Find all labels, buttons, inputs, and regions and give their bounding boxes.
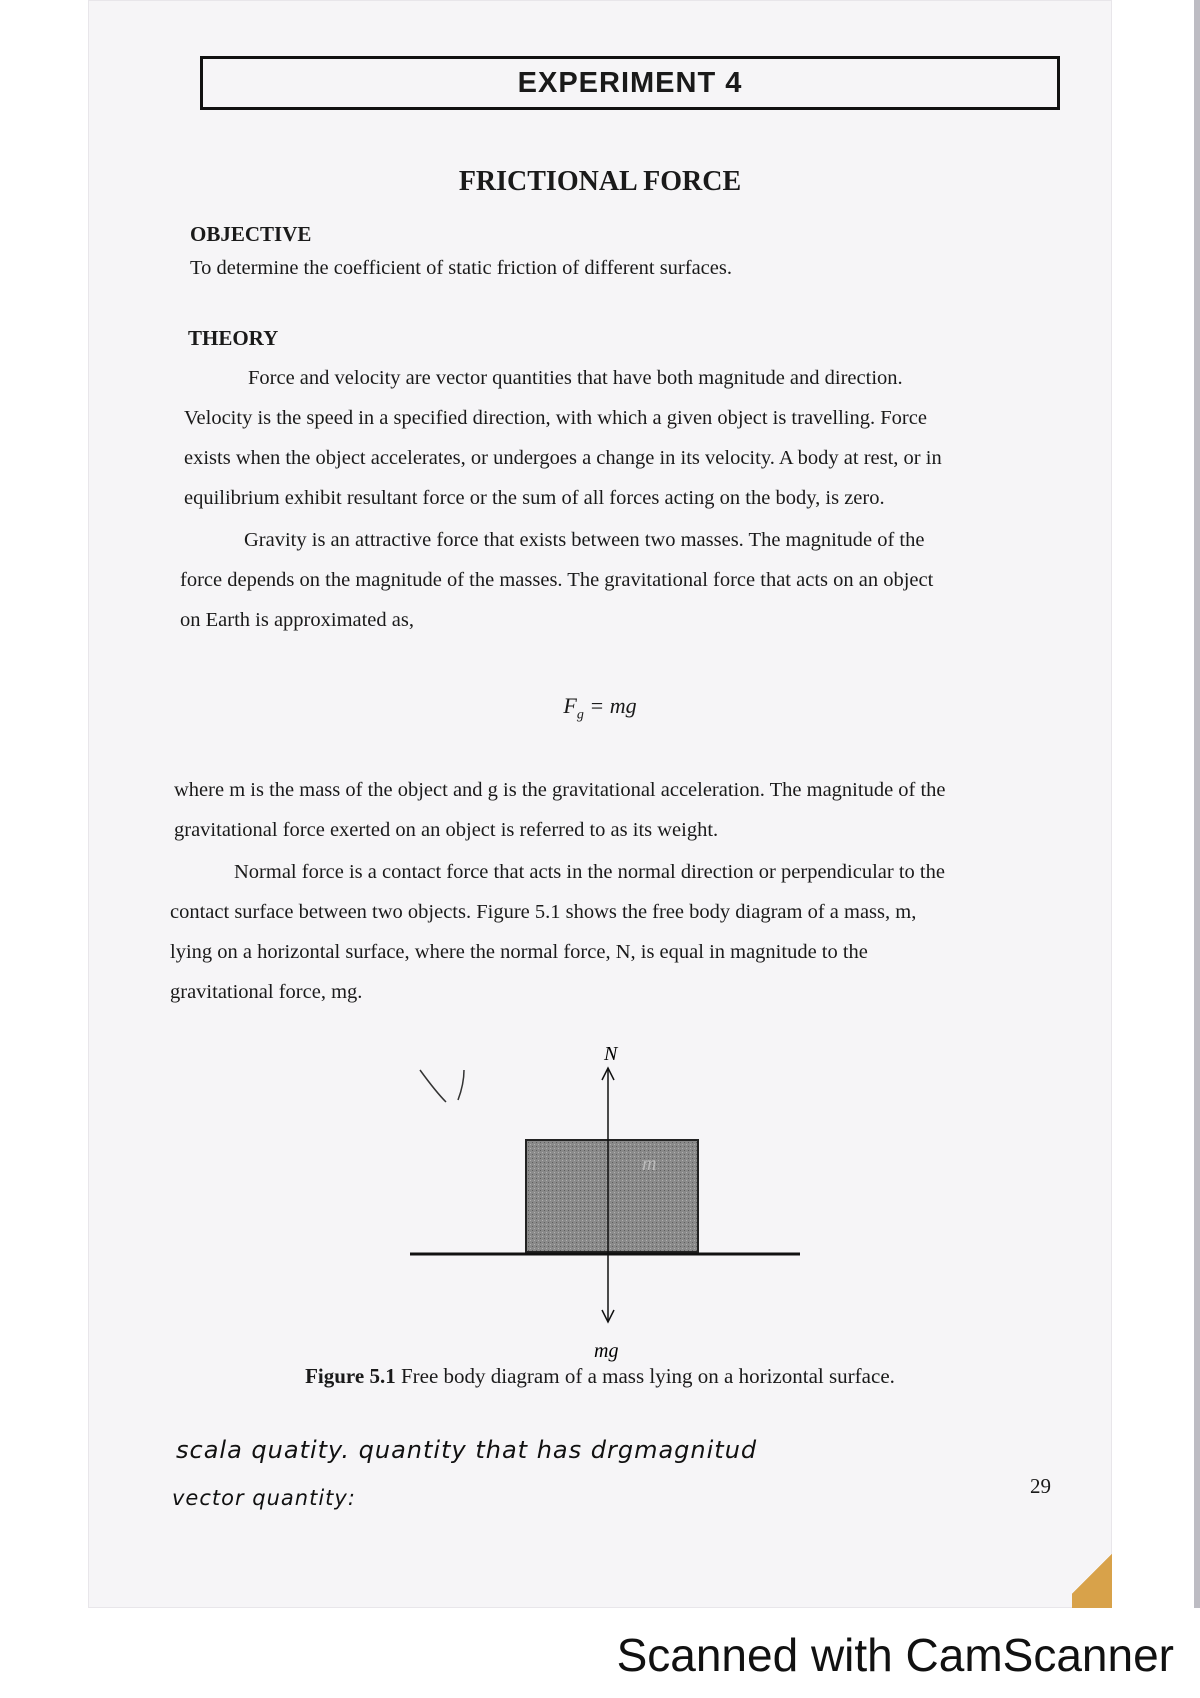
- text-line: gravitational force, mg.: [170, 981, 363, 1003]
- normal-force-label: N: [604, 1043, 618, 1065]
- weight-label: mg: [594, 1340, 619, 1362]
- theory-paragraph-1: [184, 358, 1046, 518]
- handwritten-note-1: scala quatity. quantity that has drgmagnitud: [176, 1436, 758, 1464]
- text-line: Velocity is the speed in a specified direction, with which a given object is travelling. Force: [184, 407, 927, 429]
- text-line: on Earth is approximated as,: [180, 609, 414, 631]
- theory-heading: THEORY: [188, 326, 279, 350]
- text-line: Force and velocity are vector quantities that have both magnitude and direction.: [248, 367, 903, 389]
- text-line: equilibrium exhibit resultant force or the sum of all forces acting on the body, is zero.: [184, 487, 885, 509]
- experiment-header-box: [200, 56, 1060, 110]
- mass-label: m: [642, 1153, 657, 1175]
- page-number: 29: [1030, 1474, 1051, 1498]
- equation-rhs: = mg: [583, 693, 637, 718]
- text-line: exists when the object accelerates, or undergoes a change in its velocity. A body at rest, or in: [184, 447, 942, 469]
- theory-paragraph-2: [180, 520, 1046, 640]
- theory-paragraph-3: [174, 770, 1052, 850]
- text-line: Gravity is an attractive force that exists between two masses. The magnitude of the: [244, 529, 925, 551]
- gravity-equation: [0, 693, 1200, 723]
- free-body-diagram: [380, 1030, 820, 1362]
- experiment-title: EXPERIMENT 4: [517, 67, 743, 99]
- page-title: FRICTIONAL FORCE: [458, 166, 742, 197]
- equation-subscript: g: [576, 707, 584, 723]
- pen-mark: [420, 1070, 464, 1102]
- handwritten-note-2: vector quantity:: [172, 1486, 356, 1510]
- text-line: force depends on the magnitude of the masses. The gravitational force that acts on an object: [180, 569, 934, 591]
- text-line: lying on a horizontal surface, where the normal force, N, is equal in magnitude to the: [170, 941, 868, 963]
- figure-caption-text: Free body diagram of a mass lying on a horizontal surface.: [395, 1364, 895, 1388]
- objective-line: To determine the coefficient of static friction of different surfaces.: [190, 257, 732, 279]
- scanner-watermark: Scanned with CamScanner: [616, 1629, 1174, 1681]
- mass-block: [526, 1140, 698, 1252]
- text-line: where m is the mass of the object and g is the gravitational acceleration. The magnitude of the: [174, 779, 946, 801]
- text-line: contact surface between two objects. Figure 5.1 shows the free body diagram of a mass, m,: [170, 901, 917, 923]
- paper-corner: [1072, 1540, 1112, 1608]
- text-line: Normal force is a contact force that acts in the normal direction or perpendicular to the: [234, 861, 945, 883]
- figure-number: Figure 5.1: [305, 1364, 396, 1388]
- equation-lhs: F: [563, 693, 577, 718]
- figure-caption: [0, 1364, 1200, 1389]
- objective-heading: OBJECTIVE: [190, 222, 312, 246]
- text-line: gravitational force exerted on an object is referred to as its weight.: [174, 819, 719, 841]
- objective-text: [190, 248, 732, 288]
- theory-paragraph-4: [170, 852, 1056, 1012]
